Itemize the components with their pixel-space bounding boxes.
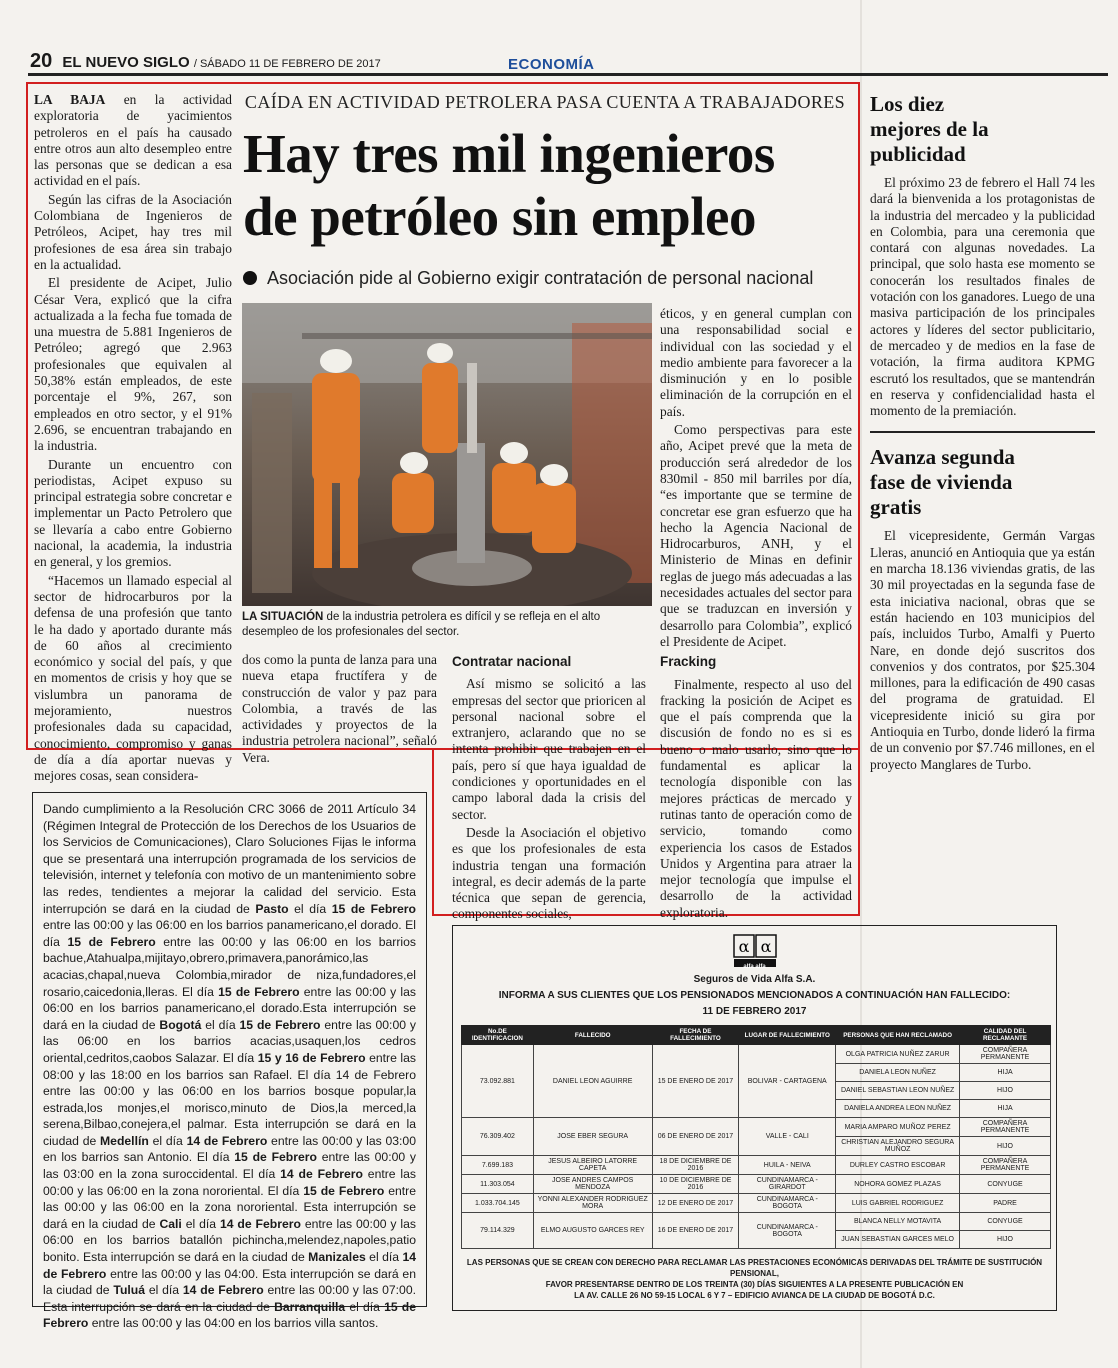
headline-line-2: de petróleo sin empleo	[243, 186, 756, 247]
notice-emphasis: 15 de Febrero	[234, 1150, 317, 1165]
caption-lead: LA SITUACIÓN	[242, 611, 324, 623]
table-row	[462, 1175, 1051, 1194]
notice-text: entre las 00:00 y las 06:00 en los barrios acacias,usaquen,los cedros oriental,cedritos,caobos Salazar. El día	[43, 1017, 416, 1065]
ad-company: Seguros de Vida Alfa S.A.	[693, 974, 816, 985]
notice-emphasis: Tuluá	[113, 1283, 145, 1298]
notice-emphasis: 14 de Febrero	[182, 1283, 264, 1298]
paragraph: dos como la punta de lanza para una nueva etapa fructífera y de construcción de valor y paz para Colombia, a través de las actividades y proyectos de la industria petrolera nacional”, señaló Vera.	[242, 652, 437, 765]
notice-text: el día	[288, 901, 332, 916]
svg-text:α: α	[760, 937, 771, 956]
claimant-relation: HIJA	[960, 1064, 1051, 1082]
notice-emphasis: 15 de Febrero	[303, 1183, 385, 1198]
notice-text: entre las 00:00 y las 06:00 en los barrios batallón pichincha,melendez,napoles,patio bonito. Esta interrupción se dará en la ciudad de	[43, 1216, 416, 1265]
notice-emphasis: 15 de Febrero	[218, 984, 300, 999]
deceased-name: YONNI ALEXANDER RODRIGUEZ MORA	[533, 1194, 652, 1213]
notice-emphasis: Pasto	[255, 901, 289, 916]
footer-line: LAS PERSONAS QUE SE CREAN CON DERECHO PARA RECLAMAR LAS PRESTACIONES ECONÓMICAS DERIVADAS DEL TRÁMITE DE SUSTITUCIÓN PENSIONAL,	[466, 1258, 1043, 1278]
paragraph: Según las cifras de la Asociación Colombiana de Ingenieros de Petróleos, Acipet, hay tres mil profesiones de esa área sin trabajo en la actualidad.	[34, 191, 232, 272]
claimant-relation: HIJO	[960, 1082, 1051, 1100]
footer-line: LA AV. CALLE 26 NO 59-15 LOCAL 6 Y 7 – EDIFICIO AVIANCA DE LA CIUDAD DE BOGOTÁ D.C.	[574, 1291, 935, 1300]
notice-text: entre las 00:00 y las 04:00. Esta interrupción se dará en la ciudad de	[43, 1266, 416, 1298]
notice-emphasis: 15 y 16 de Febrero	[257, 1050, 366, 1065]
claimant-relation: HIJO	[960, 1137, 1051, 1156]
death-place: CUNDINAMARCA - GIRARDOT	[739, 1175, 836, 1194]
photo-caption	[242, 610, 652, 640]
notice-emphasis: Barranquilla	[274, 1299, 346, 1314]
column-header: LUGAR DE FALLECIMIENTO	[739, 1026, 836, 1045]
notice-text: entre las 00:00 y las 06:00 en la zona nororiental. Esta interrupción se dará en la ciudad de	[43, 1183, 416, 1231]
claimant-name: DANIELA ANDREA LEON NUÑEZ	[836, 1100, 960, 1118]
lead-in: LA BAJA	[34, 92, 106, 107]
claimant-relation: COMPAÑERA PERMANENTE	[960, 1156, 1051, 1175]
paragraph: El vicepresidente, Germán Vargas Lleras, anunció en Antioquia que ya están en marcha 18.136 viviendas gratis, de las 30 mil proyectadas en la segunda fase de esta iniciativa nacional, obras que se están haciendo en 103 municipios del país, incluidos Turbo, Amalfi y Puerto Nare, en donde dejó suscritos dos convenios y dos contratos, por $25.304 millones, para la edificación de 490 casas del programa de gratuidad. El vicepresidente inició su gira por Antioquia en Turbo, donde lideró la firma de un convenio por $7.746 millones, en el proyecto Manglares de Turbo.	[870, 528, 1095, 772]
notice-emphasis: Manizales	[308, 1250, 366, 1265]
article-column-3	[452, 650, 646, 925]
notice-emphasis: 15 de Febrero	[239, 1017, 321, 1032]
sidebar	[870, 92, 1095, 775]
death-date: 16 DE ENERO DE 2017	[652, 1213, 739, 1249]
table-row	[462, 1118, 1051, 1137]
bullet-icon	[243, 271, 257, 285]
paragraph: Finalmente, respecto al uso del fracking la posición de Acipet es que el país comprenda que la discusión de fondo no es si es bueno o malo usarlo, sino que lo fundamental es aplicar la tecnología disponible con las mejores prácticas de mercado y rutinas tanto de operación como de servicio, tomando como experiencia los casos de Estados Unidos y Argentina para atraer la mejor tecnología que impulse el desarrollo de la actividad exploratoria.	[660, 676, 852, 920]
paragraph: Así mismo se solicitó a las empresas del sector que prioricen al personal nacional sobre el extranjero, aclarando que no se intenta prohibir que trabajen en el país, pero sí que haya igualdad de condiciones y oportunidades en el campo laboral dada la crisis del sector.	[452, 676, 646, 822]
notice-text: el día	[201, 1017, 240, 1032]
claimant-name: DANIELA LEON NUÑEZ	[836, 1064, 960, 1082]
notice-emphasis: 14 de Febrero	[280, 1167, 363, 1182]
column-header: No.DE IDENTIFICACION	[462, 1026, 534, 1045]
deceased-name: JESUS ALBEIRO LATORRE CAPETA	[533, 1156, 652, 1175]
subhead-text: Asociación pide al Gobierno exigir contratación de personal nacional	[267, 268, 814, 288]
notice-text: Dando cumplimiento a la Resolución CRC 3066 de 2011 Artículo 34 (Régimen Integral de Protección de los Derechos de los Usuarios de los Servicios de Comunicaciones), Claro Soluciones Fijas le informa que se presentará una interrupción programada de los servicios de televisión, internet y telefonía con motivo de un mantenimiento sobre las redes, tendientes a mejorar la calidad del servicio. Esta interrupción se dará en la ciudad de	[43, 802, 416, 916]
ad-announcement: INFORMA A SUS CLIENTES QUE LOS PENSIONADOS MENCIONADOS A CONTINUACIÓN HAN FALLECIDO:	[498, 990, 1011, 1001]
claimant-name: JUAN SEBASTIAN GARCES MELO	[836, 1231, 960, 1249]
sidebar-story-2	[870, 528, 1095, 772]
deceased-id: 79.114.329	[462, 1213, 534, 1249]
subsection-title: Fracking	[660, 654, 717, 670]
claimant-relation: PADRE	[960, 1194, 1051, 1213]
article-column-4	[660, 306, 852, 923]
oil-rig-workers-photo	[242, 303, 652, 606]
footer-line: FAVOR PRESENTARSE DENTRO DE LOS TREINTA (30) DÍAS SIGUIENTES A LA PRESENTE PUBLICACIÓN EN	[545, 1280, 964, 1289]
table-row	[462, 1194, 1051, 1213]
deceased-id: 73.092.881	[462, 1045, 534, 1118]
alfa-logo	[733, 934, 777, 970]
logo-text: alfa alfa	[743, 964, 766, 970]
notice-emphasis: Bogotá	[159, 1017, 202, 1032]
deceased-id: 11.303.054	[462, 1175, 534, 1194]
notice-text: entre las 00:00 y las 03:00 en la zona suroccidental. El día	[43, 1150, 416, 1182]
paragraph: El próximo 23 de febrero el Hall 74 les dará la bienvenida a los protagonistas de la industria del mercadeo y la publicidad en Colombia, para una ceremonia que contará con algunas novedades. La principal, que solo hasta ese momento se conocerán los resultados finales de votación con los ganadores. Luego de una masiva participación de los principales actores y líderes del sector publicitario, de mercadeo y de medios en la fase de votación, la firma auditora KPMG escrutó los resultados, que se mantendrán en reserva y confidencialidad hasta el momento de la premiación.	[870, 175, 1095, 419]
notice-emphasis: Cali	[159, 1216, 182, 1231]
deceased-id: 1.033.704.145	[462, 1194, 534, 1213]
claimant-name: CHRISTIAN ALEJANDRO SEGURA MUÑOZ	[836, 1137, 960, 1156]
claimant-name: MARIA AMPARO MUÑOZ PEREZ	[836, 1118, 960, 1137]
issue-date: / SÁBADO 11 DE FEBRERO DE 2017	[193, 58, 381, 70]
insurance-advertisement	[452, 925, 1057, 1311]
notice-text: entre las 00:00 y las 07:00. Esta interrupción se dará en la ciudad de	[43, 1283, 416, 1314]
notice-text: el día	[145, 1283, 183, 1298]
death-place: HUILA - NEIVA	[739, 1156, 836, 1175]
claimant-name: DANIEL SEBASTIAN LEON NUÑEZ	[836, 1082, 960, 1100]
paragraph: Durante un encuentro con periodistas, Acipet expuso su principal estrategia sobre concretar e implementar un Pacto Petrolero que se llevaría a cabo entre Gobierno nacional, la academia, la industria en general, y los gremios.	[34, 456, 232, 570]
notice-text: el día	[365, 1250, 403, 1265]
article-column-1	[34, 92, 232, 786]
deceased-name: ELMO AUGUSTO GARCES REY	[533, 1213, 652, 1249]
subsection-title: Contratar nacional	[452, 654, 572, 669]
column-header: CALIDAD DEL RECLAMANTE	[960, 1026, 1051, 1045]
alfa-logo-icon	[733, 934, 777, 968]
death-place: CUNDINAMARCA - BOGOTA	[739, 1194, 836, 1213]
claimant-relation: CONYUGE	[960, 1213, 1051, 1231]
notice-text: entre las 08:00 y las 18:00 en los barrios san Rafael. El día 14 de Febrero entre las 00:00 y las 06:00 en los barrios bosque popular,la estrada,los monjes,el morisco,minuto de Dios,la merced,la serena,Bilbao,conejera,el palmar. Esta interrupción se dará en la ciudad de	[43, 1050, 416, 1148]
notice-emphasis: 14 de Febrero	[43, 1250, 416, 1281]
deceased-name: JOSE EBER SEGURA	[533, 1118, 652, 1156]
ad-date: 11 DE FEBRERO 2017	[702, 1006, 807, 1017]
notice-text: entre las 00:00 y las 06:00 en los barrios panamericano,el dorado. El día	[43, 918, 416, 949]
headline-line-1: Hay tres mil ingenieros	[243, 123, 775, 184]
svg-text:α: α	[738, 937, 749, 956]
paragraph: éticos, y en general cumplan con una responsabilidad social e individual con las sociedad y el medio ambiente para favorecer a la disminución y en lo posible eliminación de la corrupción en el país.	[660, 306, 852, 419]
page-folio	[30, 50, 381, 73]
death-place: BOLIVAR - CARTAGENA	[739, 1045, 836, 1118]
ad-footer	[461, 1257, 1048, 1301]
notice-text: el día	[345, 1299, 385, 1314]
death-date: 12 DE ENERO DE 2017	[652, 1194, 739, 1213]
notice-text: entre las 00:00 y las 04:00 en los barrios villa santos.	[88, 1316, 379, 1331]
column-header: PERSONAS QUE HAN RECLAMADO	[836, 1026, 960, 1045]
notice-text: el día	[148, 1133, 187, 1148]
death-date: 10 DE DICIEMBRE DE 2016	[652, 1175, 739, 1194]
sidebar-headline-1: Los diez mejores de la publicidad	[870, 92, 989, 166]
claimant-relation: HIJA	[960, 1100, 1051, 1118]
death-date: 06 DE ENERO DE 2017	[652, 1118, 739, 1156]
service-interruption-notice	[32, 792, 427, 1331]
newspaper-name: EL NUEVO SIGLO	[62, 54, 190, 71]
claimant-relation: CONYUGE	[960, 1175, 1051, 1194]
column-header: FECHA DE FALLECIMIENTO	[652, 1026, 739, 1045]
paragraph: El presidente de Acipet, Julio César Vera, explicó que la cifra actualizada a la fecha fue tomada de una muestra de 5.881 Ingenieros de Petróleo; agregó que 2.963 profesionales que equivalen al 50,38% están empleados, de este porcentaje el 9%, 267, son empleados en otro sector, y el 91% 2.696, se encuentran trabajando en la industria.	[34, 275, 232, 454]
headline	[243, 122, 853, 248]
deceased-id: 7.699.183	[462, 1156, 534, 1175]
deceased-table	[461, 1025, 1051, 1249]
table-body	[462, 1045, 1051, 1249]
deceased-name: JOSE ANDRES CAMPOS MENDOZA	[533, 1175, 652, 1194]
death-place: VALLE - CALI	[739, 1118, 836, 1156]
section-name: ECONOMÍA	[508, 56, 595, 73]
claimant-name: LUIS GABRIEL RODRIGUEZ	[836, 1194, 960, 1213]
deceased-id: 76.309.402	[462, 1118, 534, 1156]
notice-emphasis: 15 de Febrero	[67, 934, 156, 949]
notice-emphasis: 15 de Febrero	[43, 1299, 417, 1331]
sidebar-divider	[870, 431, 1095, 433]
death-date: 18 DE DICIEMBRE DE 2016	[652, 1156, 739, 1175]
notice-emphasis: Medellín	[100, 1133, 149, 1148]
claimant-relation: COMPAÑERA PERMANENTE	[960, 1118, 1051, 1137]
notice-text: entre las 00:00 y las 06:00 en la zona nororiental. El día	[43, 1167, 416, 1198]
column-header: FALLECIDO	[533, 1026, 652, 1045]
notice-text: entre las 00:00 y las 03:00 en los barrios san Antonio. El día	[43, 1133, 416, 1165]
photo-illustration	[242, 303, 652, 606]
sidebar-headline-2: Avanza segunda fase de vivienda gratis	[870, 445, 1015, 520]
claimant-name: OLGA PATRICIA NUÑEZ ZARUR	[836, 1045, 960, 1064]
sidebar-story-1	[870, 175, 1095, 419]
notice-emphasis: 14 de Febrero	[219, 1216, 301, 1231]
notice-text: el día	[181, 1216, 220, 1231]
death-date: 15 DE ENERO DE 2017	[652, 1045, 739, 1118]
notice-text: entre las 00:00 y las 06:00 en los barrios panamericano,el dorado.Esta interrupción se dará en la ciudad de	[43, 984, 416, 1032]
claimant-name: BLANCA NELLY MOTAVITA	[836, 1213, 960, 1231]
table-row	[462, 1156, 1051, 1175]
quote-paragraph: “Hacemos un llamado especial al sector de hidrocarburos por la defensa de una profesión que tanto le ha dado y aportado durante más de 60 años al crecimiento económico y social del país, y que en momentos de crisis y hoy que se vislumbra un panorama de mejoramiento, nuestros profesionales dada su capacidad, conocimiento, compromiso y ganas de día a día aportar nuevas y mejores cosas, sean considera-	[34, 572, 232, 784]
subhead	[243, 268, 853, 289]
paragraph: Desde la Asociación el objetivo es que los profesionales de esta industria tengan una formación integral, es decir además de la parte técnica que sepan de gerencia, componentes sociales,	[452, 824, 646, 922]
table-row	[462, 1213, 1051, 1231]
table-row	[462, 1045, 1051, 1064]
notice-emphasis: 14 de Febrero	[186, 1133, 268, 1148]
table-header	[462, 1026, 1051, 1045]
claimant-name: DURLEY CASTRO ESCOBAR	[836, 1156, 960, 1175]
notice-emphasis: 15 de Febrero	[331, 901, 416, 916]
claimant-name: NOHORA GOMEZ PLAZAS	[836, 1175, 960, 1194]
death-place: CUNDINAMARCA - BOGOTA	[739, 1213, 836, 1249]
header-rule	[28, 73, 1108, 76]
paragraph: Como perspectivas para este año, Acipet prevé que la meta de producción será alrededor de los 830mil - 850 mil barriles por día, “es importante que se termine de concretar ese gran esfuerzo que ha hecho la Agencia Nacional de Hidrocarburos, ANH, y el Ministerio de Minas en definir reglas de juego más adecuadas a las necesidades actuales del sector para que se traduzcan en inversión y desarrollo para Colombia”, explicó el Presidente de Acipet.	[660, 422, 852, 649]
article-column-2	[242, 652, 437, 768]
deceased-name: DANIEL LEON AGUIRRE	[533, 1045, 652, 1118]
claimant-relation: HIJO	[960, 1231, 1051, 1249]
kicker: CAÍDA EN ACTIVIDAD PETROLERA PASA CUENTA A TRABAJADORES	[244, 92, 846, 112]
notice-text: entre las 00:00 y las 06:00 en los barrios bachue,Atahualpa,mijitayo,obrero,primavera,panorámico,las acacias,chapal,nueva Colombia,mirador de niza,fundadores,el rosario,caicedonia,lleras. El día	[43, 934, 416, 999]
paragraph: en la actividad exploratoria de yacimientos petroleros en el país ha causado entre otros aun alto desempleo entre las personas que se dedican a esa actividad en el país.	[34, 92, 232, 189]
caption-text: de la industria petrolera es difícil y se refleja en el alto desempleo de los profesionales del sector.	[242, 611, 601, 638]
claimant-relation: COMPAÑERA PERMANENTE	[960, 1045, 1051, 1064]
page-number: 20	[30, 50, 53, 72]
